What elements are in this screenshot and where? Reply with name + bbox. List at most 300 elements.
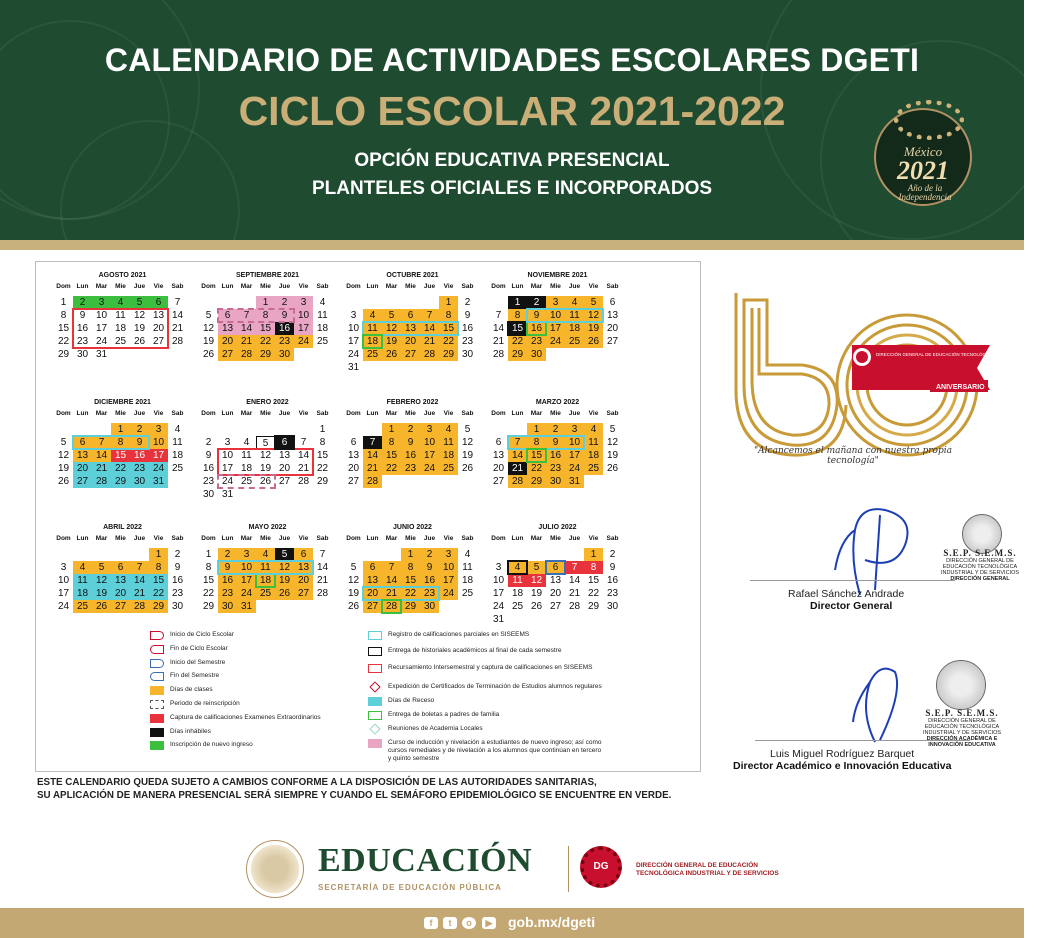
calendar-day[interactable]: 23 [218,587,237,600]
calendar-day[interactable]: 23 [546,462,565,475]
calendar-day[interactable]: 26 [259,476,272,487]
calendar-day[interactable]: 25 [439,462,458,475]
calendar-day[interactable]: 23 [130,462,149,475]
calendar-day[interactable]: 18 [73,587,92,600]
calendar-day[interactable]: 26 [530,601,543,612]
calendar-day[interactable]: 10 [237,561,256,574]
calendar-day[interactable]: 11 [172,437,183,448]
calendar-day[interactable]: 19 [275,574,294,587]
calendar-day[interactable]: 10 [294,309,313,322]
calendar-day[interactable]: 29 [202,601,215,612]
calendar-day[interactable]: 29 [587,601,600,612]
calendar-day[interactable]: 20 [606,323,619,334]
calendar-day[interactable]: 18 [565,322,584,335]
calendar-day[interactable]: 12 [527,574,546,587]
calendar-day[interactable]: 22 [149,587,168,600]
calendar-day[interactable]: 9 [546,436,565,449]
calendar-day[interactable]: 28 [171,336,184,347]
calendar-day[interactable]: 9 [527,309,546,322]
calendar-day[interactable]: 28 [492,349,505,360]
calendar-day[interactable]: 18 [171,450,184,461]
calendar-day[interactable]: 12 [606,437,619,448]
calendar-day[interactable]: 24 [294,335,313,348]
calendar-day[interactable]: 6 [401,309,420,322]
calendar-day[interactable]: 31 [347,362,360,373]
calendar-day[interactable]: 7 [174,297,181,308]
calendar-day[interactable]: 13 [492,450,505,461]
calendar-day[interactable]: 30 [275,348,294,361]
calendar-day[interactable]: 4 [363,309,382,322]
calendar-day[interactable]: 10 [95,310,108,321]
calendar-day[interactable]: 30 [527,348,546,361]
calendar-day[interactable]: 6 [350,437,357,448]
calendar-day[interactable]: 26 [461,463,474,474]
calendar-day[interactable]: 13 [111,574,130,587]
calendar-day[interactable]: 7 [300,437,307,448]
calendar-day[interactable]: 2 [73,296,92,309]
calendar-day[interactable]: 12 [133,310,146,321]
calendar-day[interactable]: 24 [420,462,439,475]
calendar-day[interactable]: 18 [461,575,474,586]
calendar-day[interactable]: 11 [565,309,584,322]
calendar-day[interactable]: 21 [316,575,329,586]
calendar-day[interactable]: 18 [363,335,382,348]
calendar-day[interactable]: 18 [256,574,275,587]
calendar-day[interactable]: 7 [508,436,527,449]
calendar-day[interactable]: 2 [401,423,420,436]
calendar-day[interactable]: 12 [259,450,272,461]
calendar-day[interactable]: 8 [401,561,420,574]
calendar-day[interactable]: 11 [241,450,252,461]
calendar-day[interactable]: 1 [439,296,458,309]
website-link[interactable]: gob.mx/dgeti [508,914,596,930]
calendar-day[interactable]: 30 [420,600,439,613]
calendar-day[interactable]: 4 [256,548,275,561]
calendar-day[interactable]: 21 [171,323,184,334]
calendar-day[interactable]: 13 [152,310,165,321]
calendar-day[interactable]: 25 [316,336,329,347]
calendar-day[interactable]: 1 [60,297,67,308]
calendar-day[interactable]: 16 [546,449,565,462]
calendar-day[interactable]: 27 [606,336,619,347]
calendar-day[interactable]: 21 [92,462,111,475]
calendar-day[interactable]: 28 [130,600,149,613]
calendar-day[interactable]: 13 [347,450,360,461]
calendar-day[interactable]: 7 [237,309,256,322]
calendar-day[interactable]: 16 [202,463,215,474]
calendar-day[interactable]: 9 [205,450,212,461]
calendar-day[interactable]: 4 [73,561,92,574]
calendar-day[interactable]: 22 [111,462,130,475]
calendar-day[interactable]: 17 [149,449,168,462]
calendar-day[interactable]: 2 [130,423,149,436]
facebook-icon[interactable]: f [424,917,438,929]
calendar-day[interactable]: 5 [382,309,401,322]
calendar-day[interactable]: 8 [439,309,458,322]
calendar-day[interactable]: 29 [256,348,275,361]
calendar-day[interactable]: 15 [149,574,168,587]
calendar-day[interactable]: 9 [401,436,420,449]
calendar-day[interactable]: 11 [363,322,382,335]
calendar-day[interactable]: 13 [294,561,313,574]
calendar-day[interactable]: 2 [174,549,181,560]
calendar-day[interactable]: 6 [495,437,502,448]
calendar-day[interactable]: 11 [584,436,603,449]
calendar-day[interactable]: 10 [149,436,168,449]
calendar-day[interactable]: 18 [439,449,458,462]
calendar-day[interactable]: 15 [202,575,215,586]
calendar-day[interactable]: 2 [275,296,294,309]
calendar-day[interactable]: 28 [420,348,439,361]
calendar-day[interactable]: 27 [549,601,562,612]
calendar-day[interactable]: 19 [57,463,70,474]
calendar-day[interactable]: 23 [202,476,215,487]
calendar-day[interactable]: 22 [587,588,600,599]
calendar-day[interactable]: 3 [439,548,458,561]
calendar-day[interactable]: 16 [401,449,420,462]
calendar-day[interactable]: 30 [606,601,619,612]
calendar-day[interactable]: 14 [420,322,439,335]
calendar-day[interactable]: 17 [57,588,70,599]
calendar-day[interactable]: 15 [111,449,130,462]
calendar-day[interactable]: 15 [57,323,70,334]
calendar-day[interactable]: 23 [401,462,420,475]
calendar-day[interactable]: 14 [492,323,505,334]
calendar-day[interactable]: 4 [439,423,458,436]
calendar-day[interactable]: 16 [527,322,546,335]
calendar-day[interactable]: 17 [294,322,313,335]
calendar-day[interactable]: 19 [347,588,360,599]
calendar-day[interactable]: 22 [401,587,420,600]
calendar-day[interactable]: 5 [584,296,603,309]
calendar-day[interactable]: 6 [363,561,382,574]
calendar-day[interactable]: 20 [278,463,291,474]
calendar-day[interactable]: 12 [275,561,294,574]
calendar-day[interactable]: 11 [115,310,126,321]
calendar-day[interactable]: 2 [546,423,565,436]
calendar-day[interactable]: 10 [221,450,234,461]
calendar-day[interactable]: 25 [73,600,92,613]
calendar-day[interactable]: 30 [546,475,565,488]
calendar-day[interactable]: 20 [73,462,92,475]
calendar-day[interactable]: 6 [609,297,616,308]
calendar-day[interactable]: 18 [511,588,524,599]
calendar-day[interactable]: 4 [111,296,130,309]
calendar-day[interactable]: 21 [382,587,401,600]
calendar-day[interactable]: 3 [224,437,231,448]
calendar-day[interactable]: 18 [584,449,603,462]
calendar-day[interactable]: 11 [462,562,473,573]
calendar-day[interactable]: 5 [256,436,275,449]
calendar-day[interactable]: 25 [171,463,184,474]
calendar-day[interactable]: 16 [130,449,149,462]
calendar-day[interactable]: 8 [584,561,603,574]
calendar-day[interactable]: 29 [439,348,458,361]
calendar-day[interactable]: 24 [149,462,168,475]
calendar-day[interactable]: 29 [149,600,168,613]
calendar-day[interactable]: 21 [237,335,256,348]
calendar-day[interactable]: 12 [57,450,70,461]
calendar-day[interactable]: 13 [549,575,562,586]
calendar-day[interactable]: 6 [294,548,313,561]
calendar-day[interactable]: 27 [111,600,130,613]
calendar-day[interactable]: 12 [461,437,474,448]
calendar-day[interactable]: 26 [606,463,619,474]
calendar-day[interactable]: 23 [275,335,294,348]
calendar-day[interactable]: 9 [609,562,616,573]
calendar-day[interactable]: 11 [73,574,92,587]
calendar-day[interactable]: 16 [420,574,439,587]
calendar-day[interactable]: 8 [256,309,275,322]
calendar-day[interactable]: 20 [401,335,420,348]
calendar-day[interactable]: 29 [316,476,329,487]
calendar-day[interactable]: 24 [546,335,565,348]
calendar-day[interactable]: 28 [92,475,111,488]
calendar-day[interactable]: 21 [420,335,439,348]
calendar-day[interactable]: 28 [382,600,401,613]
calendar-day[interactable]: 10 [565,436,584,449]
calendar-day[interactable]: 23 [461,336,474,347]
calendar-day[interactable]: 27 [363,600,382,613]
calendar-day[interactable]: 14 [171,310,184,321]
calendar-day[interactable]: 25 [256,587,275,600]
calendar-day[interactable]: 27 [152,336,165,347]
calendar-day[interactable]: 15 [527,449,546,462]
calendar-day[interactable]: 28 [316,588,329,599]
calendar-day[interactable]: 13 [606,310,619,321]
calendar-day[interactable]: 17 [420,449,439,462]
calendar-day[interactable]: 23 [527,335,546,348]
calendar-day[interactable]: 27 [401,348,420,361]
calendar-day[interactable]: 29 [508,348,527,361]
calendar-day[interactable]: 25 [363,348,382,361]
calendar-day[interactable]: 22 [202,588,215,599]
calendar-day[interactable]: 15 [587,575,600,586]
calendar-day[interactable]: 22 [316,463,329,474]
calendar-day[interactable]: 15 [401,574,420,587]
calendar-day[interactable]: 4 [464,549,471,560]
calendar-day[interactable]: 14 [130,574,149,587]
calendar-day[interactable]: 13 [363,574,382,587]
calendar-day[interactable]: 25 [461,588,474,599]
calendar-day[interactable]: 30 [76,349,89,360]
calendar-day[interactable]: 19 [606,450,619,461]
calendar-day[interactable]: 15 [316,450,329,461]
calendar-day[interactable]: 25 [584,462,603,475]
calendar-day[interactable]: 12 [202,323,215,334]
calendar-day[interactable]: 24 [439,587,458,600]
calendar-day[interactable]: 21 [568,588,581,599]
calendar-day[interactable]: 8 [111,436,130,449]
calendar-day[interactable]: 2 [464,297,471,308]
calendar-day[interactable]: 7 [363,436,382,449]
calendar-day[interactable]: 8 [382,436,401,449]
calendar-day[interactable]: 7 [382,561,401,574]
calendar-day[interactable]: 7 [565,561,584,574]
calendar-day[interactable]: 30 [202,489,215,500]
calendar-day[interactable]: 25 [565,335,584,348]
calendar-day[interactable]: 23 [606,588,619,599]
calendar-day[interactable]: 18 [114,323,127,334]
calendar-day[interactable]: 3 [420,423,439,436]
calendar-day[interactable]: 28 [237,348,256,361]
calendar-day[interactable]: 21 [492,336,505,347]
calendar-day[interactable]: 28 [297,476,310,487]
calendar-day[interactable]: 3 [350,310,357,321]
calendar-day[interactable]: 20 [363,587,382,600]
calendar-day[interactable]: 22 [527,462,546,475]
calendar-day[interactable]: 9 [218,561,237,574]
calendar-day[interactable]: 26 [92,600,111,613]
calendar-day[interactable]: 8 [319,437,326,448]
calendar-day[interactable]: 11 [508,574,527,587]
calendar-day[interactable]: 12 [382,322,401,335]
calendar-day[interactable]: 10 [347,323,360,334]
calendar-day[interactable]: 5 [92,561,111,574]
calendar-day[interactable]: 14 [363,449,382,462]
calendar-day[interactable]: 20 [492,463,505,474]
calendar-day[interactable]: 15 [508,322,527,335]
calendar-day[interactable]: 5 [130,296,149,309]
calendar-day[interactable]: 6 [73,436,92,449]
calendar-day[interactable]: 11 [317,310,328,321]
calendar-day[interactable]: 11 [256,561,275,574]
calendar-day[interactable]: 10 [492,575,505,586]
calendar-day[interactable]: 4 [508,561,527,574]
calendar-day[interactable]: 19 [461,450,474,461]
calendar-day[interactable]: 15 [439,322,458,335]
calendar-day[interactable]: 13 [401,322,420,335]
calendar-day[interactable]: 12 [92,574,111,587]
calendar-day[interactable]: 3 [149,423,168,436]
calendar-day[interactable]: 25 [240,476,253,487]
calendar-day[interactable]: 31 [149,475,168,488]
calendar-day[interactable]: 9 [464,310,471,321]
calendar-day[interactable]: 1 [256,296,275,309]
calendar-day[interactable]: 8 [205,562,212,573]
calendar-day[interactable]: 26 [275,587,294,600]
calendar-day[interactable]: 22 [57,336,70,347]
calendar-day[interactable]: 18 [316,323,329,334]
calendar-day[interactable]: 3 [60,562,67,573]
calendar-day[interactable]: 4 [565,296,584,309]
calendar-day[interactable]: 7 [130,561,149,574]
calendar-day[interactable]: 31 [565,475,584,488]
calendar-day[interactable]: 31 [221,489,234,500]
calendar-day[interactable]: 2 [609,549,616,560]
calendar-day[interactable]: 14 [508,449,527,462]
calendar-day[interactable]: 3 [92,296,111,309]
calendar-day[interactable]: 17 [439,574,458,587]
calendar-day[interactable]: 14 [568,575,581,586]
calendar-day[interactable]: 13 [73,449,92,462]
calendar-day[interactable]: 7 [319,549,326,560]
calendar-day[interactable]: 30 [171,601,184,612]
calendar-day[interactable]: 12 [347,575,360,586]
calendar-day[interactable]: 14 [92,449,111,462]
calendar-day[interactable]: 24 [221,476,234,487]
calendar-day[interactable]: 1 [149,548,168,561]
calendar-day[interactable]: 17 [546,322,565,335]
calendar-day[interactable]: 17 [237,574,256,587]
calendar-day[interactable]: 2 [205,437,212,448]
calendar-day[interactable]: 14 [237,322,256,335]
calendar-day[interactable]: 28 [508,475,527,488]
calendar-day[interactable]: 1 [508,296,527,309]
calendar-day[interactable]: 16 [171,575,184,586]
calendar-day[interactable]: 7 [92,436,111,449]
calendar-day[interactable]: 3 [294,296,313,309]
calendar-day[interactable]: 1 [205,549,212,560]
calendar-day[interactable]: 23 [420,587,439,600]
calendar-day[interactable]: 9 [174,562,181,573]
calendar-day[interactable]: 20 [294,574,313,587]
calendar-day[interactable]: 23 [171,588,184,599]
calendar-day[interactable]: 5 [60,437,67,448]
calendar-day[interactable]: 13 [278,450,291,461]
calendar-day[interactable]: 16 [606,575,619,586]
calendar-day[interactable]: 20 [549,588,562,599]
twitter-icon[interactable]: t [443,917,457,929]
calendar-day[interactable]: 7 [495,310,502,321]
calendar-day[interactable]: 6 [275,436,294,449]
calendar-day[interactable]: 8 [60,310,67,321]
calendar-day[interactable]: 24 [95,336,108,347]
calendar-day[interactable]: 24 [237,587,256,600]
calendar-day[interactable]: 17 [492,588,505,599]
instagram-icon[interactable]: o [462,917,476,929]
calendar-day[interactable]: 29 [111,475,130,488]
calendar-day[interactable]: 20 [152,323,165,334]
calendar-day[interactable]: 11 [439,436,458,449]
calendar-day[interactable]: 18 [240,463,253,474]
calendar-day[interactable]: 22 [508,335,527,348]
calendar-day[interactable]: 27 [294,587,313,600]
calendar-day[interactable]: 26 [347,601,360,612]
calendar-day[interactable]: 2 [420,548,439,561]
calendar-day[interactable]: 30 [461,349,474,360]
calendar-day[interactable]: 10 [420,436,439,449]
calendar-day[interactable]: 15 [382,449,401,462]
calendar-day[interactable]: 1 [111,423,130,436]
calendar-day[interactable]: 27 [492,476,505,487]
calendar-day[interactable]: 6 [111,561,130,574]
calendar-day[interactable]: 20 [111,587,130,600]
calendar-day[interactable]: 1 [584,548,603,561]
calendar-day[interactable]: 2 [527,296,546,309]
calendar-day[interactable]: 27 [347,476,360,487]
calendar-day[interactable]: 6 [149,296,168,309]
calendar-day[interactable]: 2 [218,548,237,561]
calendar-day[interactable]: 14 [382,574,401,587]
calendar-day[interactable]: 17 [347,336,360,347]
calendar-day[interactable]: 19 [382,335,401,348]
calendar-day[interactable]: 28 [568,601,581,612]
calendar-day[interactable]: 20 [347,463,360,474]
calendar-day[interactable]: 16 [275,322,294,335]
calendar-day[interactable]: 28 [363,475,382,488]
calendar-day[interactable]: 6 [218,309,237,322]
calendar-day[interactable]: 10 [439,561,458,574]
calendar-day[interactable]: 9 [130,436,149,449]
calendar-day[interactable]: 19 [259,463,272,474]
calendar-day[interactable]: 1 [319,424,326,435]
calendar-day[interactable]: 26 [382,348,401,361]
calendar-day[interactable]: 4 [319,297,326,308]
calendar-day[interactable]: 21 [508,462,527,475]
calendar-day[interactable]: 27 [73,475,92,488]
calendar-day[interactable]: 19 [202,336,215,347]
